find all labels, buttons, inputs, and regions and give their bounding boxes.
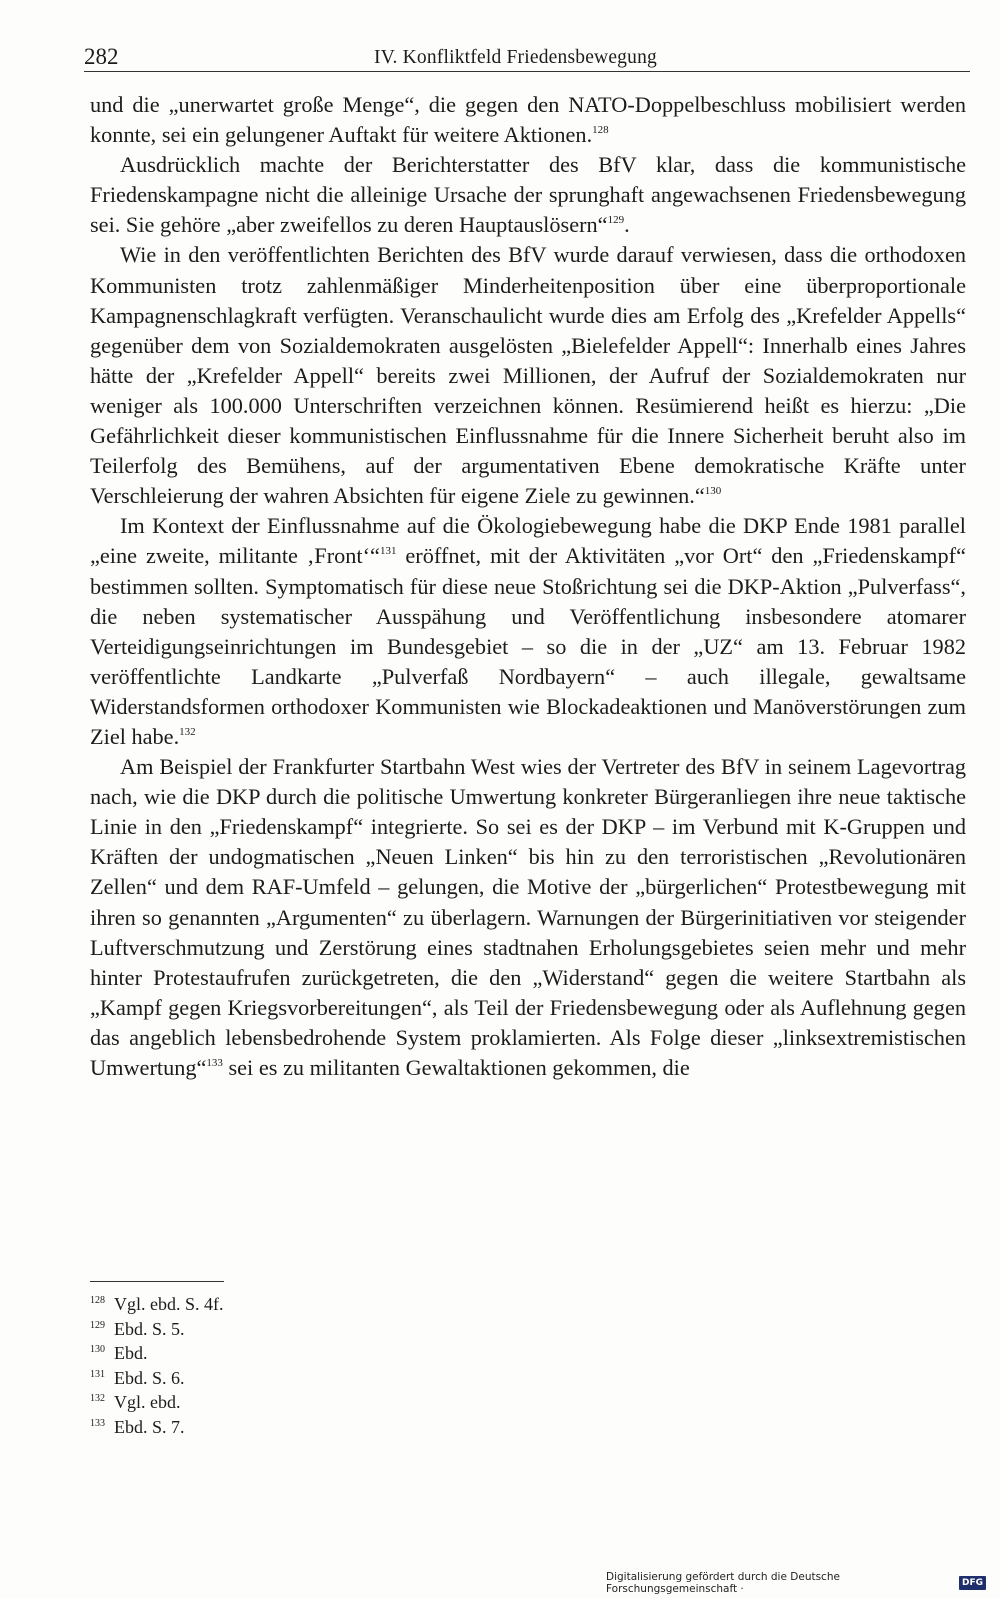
paragraph: [90, 511, 966, 752]
footnote-text: Ebd.: [114, 1343, 148, 1364]
footnote: [90, 1317, 490, 1342]
footnote-number: 129: [90, 1319, 105, 1331]
paragraph-text: Am Beispiel der Frankfurter Startbahn West wies der Vertreter des BfV in seinem Lagevortrag nach, wie die DKP durch die politische Umwertung konkreter Bürgeranliegen ihre neue taktische Linie in den „Friedenskampf“ integrierte. So sei es der DKP – im Verbund mit K-Gruppen und Kräften der undogmatischen „Neuen Linken“ bis hin zu den terroristischen „Revolutionären Zellen“ und dem RAF-Umfeld – gelungen, die Motive der „bürgerlichen“ Protestbewegung mit ihren so genannten „Argumenten“ zu überlagern. Warnungen der Bürgerinitiativen vor steigender Luftverschmutzung und Zerstörung eines stadtnahen Erholungsgebietes seien mehr und mehr hinter Protestaufrufen zurückgetreten, die den „Widerstand“ gegen die weitere Startbahn als „Kampf gegen Kriegsvorbereitungen“, als Teil der Friedensbewegung oder als Auflehnung gegen das angeblich lebensbedrohende System proklamierten. Als Folge dieser „linksextremistischen Umwertung“: [90, 754, 966, 1080]
footnote-ref: 129: [607, 214, 625, 227]
digitization-credit: [606, 1571, 986, 1595]
footnote-number: 133: [90, 1417, 105, 1429]
footnote-ref: 131: [379, 545, 397, 558]
header-rule: [84, 71, 970, 72]
paragraph-text: sei es zu militanten Gewaltaktionen gekommen, die: [222, 1055, 690, 1080]
footnote-ref: 132: [179, 725, 196, 738]
body-text: [90, 90, 966, 1083]
footnote-number: 132: [90, 1393, 105, 1405]
page-header: [84, 44, 970, 74]
footnote-text: Ebd. S. 6.: [114, 1367, 185, 1388]
footnote-ref: 128: [592, 124, 609, 137]
footnote-text: Ebd. S. 7.: [114, 1416, 185, 1437]
paragraph-text: Wie in den veröffentlichten Berichten des BfV wurde darauf verwiesen, dass die orthodoxen Kommunisten trotz zahlenmäßiger Minderheitenposition über eine überproportionale Kampagnenschlagkraft verfügten. Veranschaulicht wurde dies am Erfolg des „Krefelder Appells“ gegenüber dem von Sozialdemokraten ausgelösten „Bielefelder Appell“: Innerhalb eines Jahres hätte der „Krefelder Appell“ bereits zwei Millionen, der Aufruf der Sozialdemokraten nur weniger als 100.000 Unterschriften verzeichnen können. Resümierend heißt es hierzu: „Die Gefährlichkeit dieser kommunistischen Einflussnahme für die Innere Sicherheit beruht also im Teilerfolg des Bemühens, auf der argumentativen Ebene demokratische Kräfte unter Verschleierung der wahren Absichten für eigene Ziele zu gewinnen.“: [90, 242, 966, 509]
paragraph-text: .: [624, 212, 630, 238]
footnote-number: 130: [90, 1344, 105, 1356]
paragraph: [90, 150, 966, 240]
paragraph: [90, 752, 966, 1083]
footnote-ref: 130: [704, 485, 722, 498]
page-number: 282: [84, 44, 119, 69]
footnote: [90, 1415, 490, 1440]
paragraph: [90, 90, 966, 150]
footnote: [90, 1341, 490, 1366]
footnote-number: 131: [90, 1368, 105, 1380]
footnote-text: Ebd. S. 5.: [114, 1318, 185, 1339]
footnote: [90, 1366, 490, 1391]
footnote-separator: [90, 1281, 224, 1282]
footnote-ref: 133: [206, 1057, 223, 1069]
credit-text: Digitalisierung gefördert durch die Deutsche Forschungsgemeinschaft ·: [606, 1571, 840, 1595]
footnote: [90, 1390, 490, 1415]
footnote-text: Vgl. ebd. S. 4f.: [114, 1294, 224, 1314]
footnote-number: 128: [90, 1295, 105, 1306]
dfg-logo: DFG: [959, 1576, 986, 1590]
paragraph: [90, 240, 966, 511]
paragraph-text: und die „unerwartet große Menge“, die gegen den NATO-Doppelbeschluss mobilisiert werden konnte, sei ein gelungener Auftakt für weitere Aktionen.: [90, 92, 966, 148]
footnotes: [90, 1292, 490, 1440]
footnote: [90, 1292, 490, 1317]
footnote-text: Vgl. ebd.: [114, 1392, 181, 1413]
running-head: IV. Konfliktfeld Friedensbewegung: [374, 47, 657, 68]
paragraph-text: Ausdrücklich machte der Berichterstatter des BfV klar, dass die kommunistische Friedenskampagne nicht die alleinige Ursache der sprunghaft angewachsenen Friedensbewegung sei. Sie gehöre „aber zweifellos zu deren Hauptauslösern“: [90, 152, 966, 238]
paragraph-text: eröffnet, mit der Aktivitäten „vor Ort“ den „Friedenskampf“ bestimmen sollten. Symptomatisch für diese neue Stoßrichtung sei die DKP-Aktion „Pulverfass“, die neben systematischer Ausspähung und Veröffentlichung insbesondere atomarer Verteidigungseinrichtungen im Bundesgebiet – so die in der „UZ“ am 13. Februar 1982 veröffentlichte Landkarte „Pulverfaß Nordbayern“ – auch illegale, gewaltsame Widerstandsformen orthodoxer Kommunisten wie Blockadeaktionen und Manöverstörungen zum Ziel habe.: [90, 543, 966, 749]
paragraph-text: Im Kontext der Einflussnahme auf die Ökologiebewegung habe die DKP Ende 1981 parallel „eine zweite, militante ‚Front‘“: [90, 513, 966, 569]
